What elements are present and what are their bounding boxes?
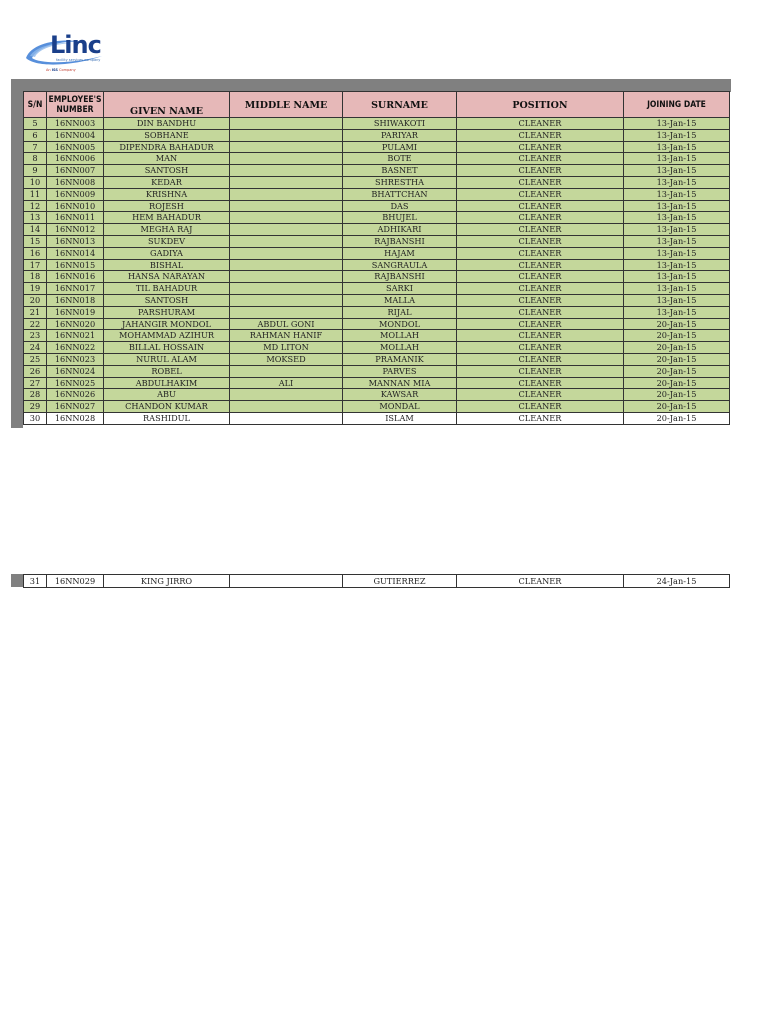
- cell-sn: 14: [24, 224, 47, 236]
- cell-employee-number: 16NN025: [47, 377, 104, 389]
- cell-middle-name: ABDUL GONI: [230, 318, 343, 330]
- cell-given-name: SANTOSH: [104, 294, 230, 306]
- cell-surname: MONDAL: [343, 401, 457, 413]
- cell-employee-number: 16NN028: [47, 412, 104, 424]
- cell-employee-number: 16NN006: [47, 153, 104, 165]
- table-row: [24, 176, 730, 188]
- cell-employee-number: 16NN017: [47, 283, 104, 295]
- cell-sn: 16: [24, 247, 47, 259]
- cell-position: CLEANER: [457, 342, 624, 354]
- logo-wordmark: Linc: [50, 31, 101, 59]
- cell-middle-name: [230, 176, 343, 188]
- cell-sn: 18: [24, 271, 47, 283]
- cell-surname: MOLLAH: [343, 330, 457, 342]
- cell-surname: MOLLAH: [343, 342, 457, 354]
- cell-joining-date: 13-Jan-15: [624, 247, 730, 259]
- table-row: [24, 575, 730, 588]
- cell-joining-date: 20-Jan-15: [624, 389, 730, 401]
- table-row: [24, 153, 730, 165]
- table-row: [24, 342, 730, 354]
- cell-middle-name: [230, 235, 343, 247]
- cell-middle-name: [230, 224, 343, 236]
- cell-sn: 8: [24, 153, 47, 165]
- cell-employee-number: 16NN019: [47, 306, 104, 318]
- table-row: [24, 212, 730, 224]
- cell-surname: PARVES: [343, 365, 457, 377]
- cell-surname: SANGRAULA: [343, 259, 457, 271]
- table-row: [24, 365, 730, 377]
- cell-joining-date: 13-Jan-15: [624, 188, 730, 200]
- logo-tagline: facility services company: [56, 58, 101, 62]
- cell-joining-date: 20-Jan-15: [624, 412, 730, 424]
- cell-middle-name: [230, 575, 343, 588]
- cell-joining-date: 20-Jan-15: [624, 330, 730, 342]
- cell-joining-date: 13-Jan-15: [624, 306, 730, 318]
- cell-middle-name: [230, 212, 343, 224]
- cell-given-name: KEDAR: [104, 176, 230, 188]
- cell-joining-date: 20-Jan-15: [624, 353, 730, 365]
- cell-position: CLEANER: [457, 259, 624, 271]
- cell-middle-name: [230, 200, 343, 212]
- cell-employee-number: 16NN009: [47, 188, 104, 200]
- cell-middle-name: [230, 129, 343, 141]
- cell-position: CLEANER: [457, 306, 624, 318]
- cell-joining-date: 20-Jan-15: [624, 318, 730, 330]
- cell-joining-date: 13-Jan-15: [624, 153, 730, 165]
- table-row: [24, 294, 730, 306]
- cell-surname: RAJBANSHI: [343, 271, 457, 283]
- cell-sn: 7: [24, 141, 47, 153]
- cell-middle-name: [230, 365, 343, 377]
- cell-joining-date: 13-Jan-15: [624, 283, 730, 295]
- cell-position: CLEANER: [457, 330, 624, 342]
- cell-employee-number: 16NN018: [47, 294, 104, 306]
- cell-employee-number: 16NN011: [47, 212, 104, 224]
- cell-sn: 22: [24, 318, 47, 330]
- cell-employee-number: 16NN004: [47, 129, 104, 141]
- table-row: [24, 318, 730, 330]
- cell-employee-number: 16NN005: [47, 141, 104, 153]
- cell-given-name: DIN BANDHU: [104, 118, 230, 130]
- cell-surname: MALLA: [343, 294, 457, 306]
- header-position: POSITION: [457, 92, 624, 118]
- table-row: [24, 401, 730, 413]
- cell-surname: HAJAM: [343, 247, 457, 259]
- table-row: [24, 118, 730, 130]
- cell-position: CLEANER: [457, 212, 624, 224]
- cell-middle-name: RAHMAN HANIF: [230, 330, 343, 342]
- cell-given-name: SANTOSH: [104, 165, 230, 177]
- cell-middle-name: MOKSED: [230, 353, 343, 365]
- cell-sn: 10: [24, 176, 47, 188]
- cell-joining-date: 13-Jan-15: [624, 235, 730, 247]
- cell-employee-number: 16NN029: [47, 575, 104, 588]
- cell-sn: 24: [24, 342, 47, 354]
- cell-sn: 15: [24, 235, 47, 247]
- cell-position: CLEANER: [457, 200, 624, 212]
- cell-given-name: ROBEL: [104, 365, 230, 377]
- cell-joining-date: 20-Jan-15: [624, 401, 730, 413]
- cell-middle-name: [230, 271, 343, 283]
- logo-subline: An ISS Company: [46, 68, 76, 72]
- cell-joining-date: 13-Jan-15: [624, 212, 730, 224]
- cell-given-name: SUKDEV: [104, 235, 230, 247]
- cell-sn: 6: [24, 129, 47, 141]
- cell-surname: KAWSAR: [343, 389, 457, 401]
- cell-employee-number: 16NN024: [47, 365, 104, 377]
- cell-joining-date: 13-Jan-15: [624, 259, 730, 271]
- employee-table: [23, 91, 730, 425]
- cell-position: CLEANER: [457, 118, 624, 130]
- cell-middle-name: [230, 412, 343, 424]
- cell-joining-date: 13-Jan-15: [624, 141, 730, 153]
- table-row: [24, 283, 730, 295]
- cell-employee-number: 16NN021: [47, 330, 104, 342]
- cell-middle-name: [230, 259, 343, 271]
- cell-given-name: MEGHA RAJ: [104, 224, 230, 236]
- cell-sn: 19: [24, 283, 47, 295]
- cell-surname: SARKI: [343, 283, 457, 295]
- cell-sn: 23: [24, 330, 47, 342]
- table-row: [24, 259, 730, 271]
- header-surname: SURNAME: [343, 92, 457, 118]
- cell-position: CLEANER: [457, 401, 624, 413]
- table-row: [24, 200, 730, 212]
- cell-position: CLEANER: [457, 575, 624, 588]
- cell-employee-number: 16NN023: [47, 353, 104, 365]
- cell-middle-name: [230, 153, 343, 165]
- sheet-left-bar: [11, 91, 23, 428]
- table-row: [24, 377, 730, 389]
- cell-surname: PARIYAR: [343, 129, 457, 141]
- cell-given-name: TIL BAHADUR: [104, 283, 230, 295]
- header-sn: S/N: [24, 92, 47, 118]
- cell-middle-name: [230, 401, 343, 413]
- table-row: [24, 353, 730, 365]
- cell-joining-date: 13-Jan-15: [624, 224, 730, 236]
- cell-employee-number: 16NN012: [47, 224, 104, 236]
- table-row: [24, 188, 730, 200]
- table-row: [24, 389, 730, 401]
- cell-joining-date: 13-Jan-15: [624, 176, 730, 188]
- cell-sn: 13: [24, 212, 47, 224]
- cell-given-name: MOHAMMAD AZIHUR: [104, 330, 230, 342]
- cell-sn: 29: [24, 401, 47, 413]
- cell-middle-name: MD LITON: [230, 342, 343, 354]
- cell-surname: MANNAN MIA: [343, 377, 457, 389]
- cell-sn: 9: [24, 165, 47, 177]
- cell-employee-number: 16NN027: [47, 401, 104, 413]
- cell-position: CLEANER: [457, 224, 624, 236]
- cell-position: CLEANER: [457, 353, 624, 365]
- table-row: [24, 165, 730, 177]
- cell-sn: 11: [24, 188, 47, 200]
- cell-middle-name: [230, 118, 343, 130]
- cell-sn: 12: [24, 200, 47, 212]
- cell-employee-number: 16NN013: [47, 235, 104, 247]
- cell-position: CLEANER: [457, 365, 624, 377]
- cell-given-name: HEM BAHADUR: [104, 212, 230, 224]
- cell-joining-date: 13-Jan-15: [624, 165, 730, 177]
- cell-joining-date: 20-Jan-15: [624, 377, 730, 389]
- cell-employee-number: 16NN015: [47, 259, 104, 271]
- cell-surname: MONDOL: [343, 318, 457, 330]
- cell-given-name: BILLAL HOSSAIN: [104, 342, 230, 354]
- cell-given-name: MAN: [104, 153, 230, 165]
- cell-joining-date: 13-Jan-15: [624, 129, 730, 141]
- cell-joining-date: 20-Jan-15: [624, 365, 730, 377]
- cell-surname: BHUJEL: [343, 212, 457, 224]
- cell-sn: 25: [24, 353, 47, 365]
- cell-surname: BHATTCHAN: [343, 188, 457, 200]
- cell-given-name: KING JIRRO: [104, 575, 230, 588]
- cell-given-name: ROJESH: [104, 200, 230, 212]
- cell-sn: 31: [24, 575, 47, 588]
- header-employee-number: EMPLOYEE'S NUMBER: [47, 92, 104, 118]
- cell-joining-date: 13-Jan-15: [624, 200, 730, 212]
- cell-middle-name: ALI: [230, 377, 343, 389]
- cell-given-name: DIPENDRA BAHADUR: [104, 141, 230, 153]
- cell-surname: SHIWAKOTI: [343, 118, 457, 130]
- cell-position: CLEANER: [457, 176, 624, 188]
- table-row: [24, 129, 730, 141]
- cell-surname: DAS: [343, 200, 457, 212]
- cell-joining-date: 13-Jan-15: [624, 118, 730, 130]
- cell-given-name: GADIYA: [104, 247, 230, 259]
- cell-sn: 26: [24, 365, 47, 377]
- cell-middle-name: [230, 247, 343, 259]
- cell-position: CLEANER: [457, 141, 624, 153]
- cell-given-name: RASHIDUL: [104, 412, 230, 424]
- cell-surname: GUTIERREZ: [343, 575, 457, 588]
- cell-position: CLEANER: [457, 188, 624, 200]
- cell-middle-name: [230, 188, 343, 200]
- cell-surname: ISLAM: [343, 412, 457, 424]
- cell-position: CLEANER: [457, 247, 624, 259]
- cell-middle-name: [230, 389, 343, 401]
- cell-employee-number: 16NN007: [47, 165, 104, 177]
- cell-middle-name: [230, 306, 343, 318]
- cell-position: CLEANER: [457, 377, 624, 389]
- cell-employee-number: 16NN020: [47, 318, 104, 330]
- cell-employee-number: 16NN003: [47, 118, 104, 130]
- cell-position: CLEANER: [457, 129, 624, 141]
- cell-middle-name: [230, 294, 343, 306]
- cell-given-name: NURUL ALAM: [104, 353, 230, 365]
- cell-surname: RIJAL: [343, 306, 457, 318]
- cell-surname: PRAMANIK: [343, 353, 457, 365]
- cell-given-name: JAHANGIR MONDOL: [104, 318, 230, 330]
- table-row: [24, 224, 730, 236]
- employee-table-continued: [23, 574, 730, 588]
- cell-employee-number: 16NN016: [47, 271, 104, 283]
- cell-given-name: HANSA NARAYAN: [104, 271, 230, 283]
- cell-surname: BOTE: [343, 153, 457, 165]
- cell-given-name: ABDULHAKIM: [104, 377, 230, 389]
- cell-sn: 5: [24, 118, 47, 130]
- table-header-row: [24, 92, 730, 118]
- cell-middle-name: [230, 283, 343, 295]
- header-middle-name: MIDDLE NAME: [230, 92, 343, 118]
- cell-employee-number: 16NN022: [47, 342, 104, 354]
- cell-sn: 30: [24, 412, 47, 424]
- table-row: [24, 235, 730, 247]
- cell-employee-number: 16NN010: [47, 200, 104, 212]
- cell-given-name: KRISHNA: [104, 188, 230, 200]
- header-given-name: GIVEN NAME: [104, 92, 230, 118]
- cell-sn: 21: [24, 306, 47, 318]
- linc-logo: [22, 30, 106, 78]
- cell-given-name: SOBHANE: [104, 129, 230, 141]
- table-row: [24, 306, 730, 318]
- cell-sn: 27: [24, 377, 47, 389]
- cell-position: CLEANER: [457, 165, 624, 177]
- table-row: [24, 271, 730, 283]
- table-row: [24, 330, 730, 342]
- sheet-left-bar-lower: [11, 574, 23, 587]
- cell-surname: BASNET: [343, 165, 457, 177]
- cell-given-name: PARSHURAM: [104, 306, 230, 318]
- cell-position: CLEANER: [457, 412, 624, 424]
- cell-joining-date: 20-Jan-15: [624, 342, 730, 354]
- table-row: [24, 247, 730, 259]
- cell-position: CLEANER: [457, 318, 624, 330]
- cell-position: CLEANER: [457, 235, 624, 247]
- cell-given-name: ABU: [104, 389, 230, 401]
- cell-position: CLEANER: [457, 271, 624, 283]
- cell-sn: 17: [24, 259, 47, 271]
- cell-position: CLEANER: [457, 283, 624, 295]
- table-row: [24, 412, 730, 424]
- cell-employee-number: 16NN008: [47, 176, 104, 188]
- cell-middle-name: [230, 141, 343, 153]
- cell-employee-number: 16NN014: [47, 247, 104, 259]
- header-joining-date: JOINING DATE: [624, 92, 730, 118]
- table-row: [24, 141, 730, 153]
- cell-surname: RAJBANSHI: [343, 235, 457, 247]
- cell-sn: 20: [24, 294, 47, 306]
- cell-joining-date: 24-Jan-15: [624, 575, 730, 588]
- cell-given-name: CHANDON KUMAR: [104, 401, 230, 413]
- cell-surname: PULAMI: [343, 141, 457, 153]
- cell-joining-date: 13-Jan-15: [624, 294, 730, 306]
- cell-sn: 28: [24, 389, 47, 401]
- cell-surname: SHRESTHA: [343, 176, 457, 188]
- cell-position: CLEANER: [457, 294, 624, 306]
- cell-employee-number: 16NN026: [47, 389, 104, 401]
- cell-middle-name: [230, 165, 343, 177]
- cell-position: CLEANER: [457, 389, 624, 401]
- cell-joining-date: 13-Jan-15: [624, 271, 730, 283]
- cell-given-name: BISHAL: [104, 259, 230, 271]
- cell-surname: ADHIKARI: [343, 224, 457, 236]
- cell-position: CLEANER: [457, 153, 624, 165]
